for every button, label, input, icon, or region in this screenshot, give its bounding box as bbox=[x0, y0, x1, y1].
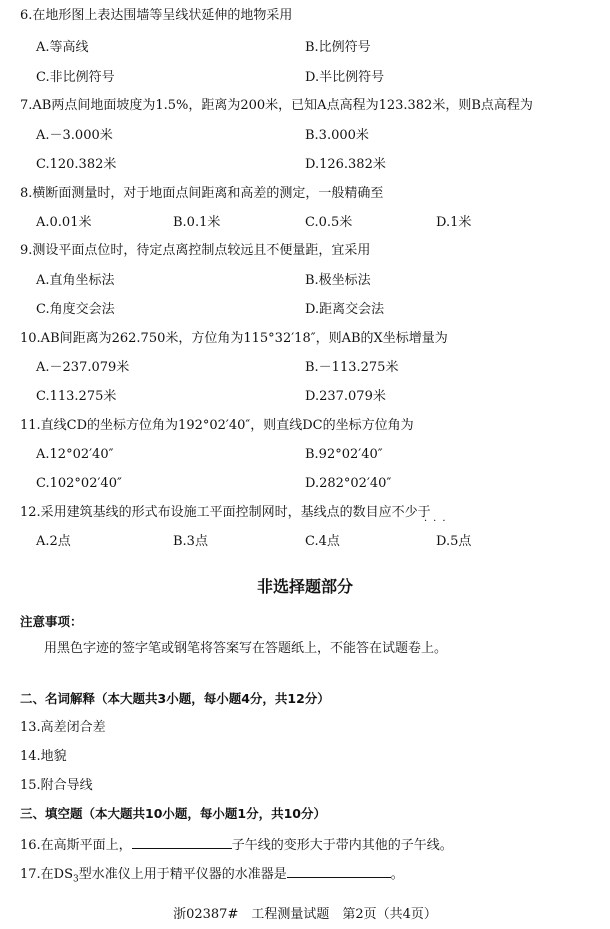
option-c: C.113.275米 bbox=[36, 389, 117, 404]
option-b: B.比例符号 bbox=[305, 40, 371, 55]
option-c: C.0.5米 bbox=[305, 215, 353, 230]
question-17-text-after: 。 bbox=[390, 867, 404, 882]
question-9-options bbox=[0, 273, 610, 289]
option-b: B.3.000米 bbox=[305, 128, 369, 143]
option-c: C.非比例符号 bbox=[36, 70, 115, 85]
question-9-stem: 9.测设平面点位时，待定点离控制点较远且不便量距，宜采用 bbox=[20, 243, 371, 258]
option-d: D.237.079米 bbox=[305, 389, 386, 404]
option-a: A.2点 bbox=[36, 534, 71, 549]
option-d: D.半比例符号 bbox=[305, 70, 385, 85]
answer-blank bbox=[132, 835, 232, 849]
question-10-stem: 10.AB间距离为262.750米，方位角为115°32′18″，则AB的X坐标增量为 bbox=[20, 331, 448, 346]
option-d: D.1米 bbox=[436, 215, 472, 230]
emphasis-dots: ··· bbox=[424, 516, 452, 527]
question-11-options-2 bbox=[0, 476, 610, 492]
question-6-options-2 bbox=[0, 70, 610, 86]
question-8-stem: 8.横断面测量时，对于地面点间距离和高差的测定，一般精确至 bbox=[20, 186, 384, 201]
question-6-options bbox=[0, 40, 610, 56]
option-a: A.－3.000米 bbox=[36, 128, 113, 143]
question-16 bbox=[20, 835, 453, 854]
part3-title: 三、填空题（本大题共10小题，每小题1分，共10分） bbox=[20, 806, 326, 821]
option-a: A.－237.079米 bbox=[36, 360, 130, 375]
question-7-options-2 bbox=[0, 157, 610, 173]
option-b: B.92°02′40″ bbox=[305, 447, 383, 462]
question-16-text-before: 16.在高斯平面上， bbox=[20, 838, 132, 853]
question-17-text-before: 17.在DS bbox=[20, 867, 74, 882]
question-16-text-after: 子午线的变形大于带内其他的子午线。 bbox=[231, 838, 453, 853]
question-12-options bbox=[0, 534, 610, 550]
question-11-stem: 11.直线CD的坐标方位角为192°02′40″，则直线DC的坐标方位角为 bbox=[20, 418, 414, 433]
question-10-options bbox=[0, 360, 610, 376]
part2-title: 二、名词解释（本大题共3小题，每小题4分，共12分） bbox=[20, 691, 330, 706]
section-title: 非选择题部分 bbox=[256, 577, 353, 596]
question-9-options-2 bbox=[0, 302, 610, 318]
option-a: A.12°02′40″ bbox=[36, 447, 114, 462]
option-d: D.距离交会法 bbox=[305, 302, 385, 317]
question-14: 14.地貌 bbox=[20, 749, 67, 764]
option-c: C.角度交会法 bbox=[36, 302, 115, 317]
question-13: 13.高差闭合差 bbox=[20, 720, 106, 735]
question-15: 15.附合导线 bbox=[20, 778, 93, 793]
option-b: B.0.1米 bbox=[173, 215, 221, 230]
question-6-stem: 6.在地形图上表达围墙等呈线状延伸的地物采用 bbox=[20, 8, 293, 23]
question-7-options bbox=[0, 128, 610, 144]
option-b: B.极坐标法 bbox=[305, 273, 371, 288]
subscript: 3 bbox=[73, 874, 79, 885]
question-10-options-2 bbox=[0, 389, 610, 405]
answer-blank bbox=[287, 864, 391, 878]
page-footer: 浙02387# 工程测量试题 第2页（共4页） bbox=[173, 907, 437, 922]
notice-text: 用黑色字迹的签字笔或钢笔将答案写在答题纸上，不能答在试题卷上。 bbox=[44, 641, 448, 656]
option-c: C.120.382米 bbox=[36, 157, 117, 172]
option-d: D.126.382米 bbox=[305, 157, 386, 172]
option-d: D.282°02′40″ bbox=[305, 476, 392, 491]
question-17 bbox=[20, 864, 404, 888]
option-b: B.3点 bbox=[173, 534, 208, 549]
question-7-stem: 7.AB两点间地面坡度为1.5%，距离为200米，已知A点高程为123.382米，则B点高程为 bbox=[20, 98, 533, 113]
option-c: C.102°02′40″ bbox=[36, 476, 122, 491]
notice-title: 注意事项： bbox=[20, 614, 83, 629]
option-a: A.0.01米 bbox=[36, 215, 92, 230]
option-d: D.5点 bbox=[436, 534, 472, 549]
option-a: A.等高线 bbox=[36, 40, 89, 55]
option-b: B.－113.275米 bbox=[305, 360, 399, 375]
question-12-stem: 12.采用建筑基线的形式布设施工平面控制网时，基线点的数目应不少于 bbox=[20, 505, 431, 520]
question-11-options bbox=[0, 447, 610, 463]
option-a: A.直角坐标法 bbox=[36, 273, 115, 288]
question-8-options bbox=[0, 215, 610, 231]
question-17-text-middle: 型水准仪上用于精平仪器的水准器是 bbox=[78, 867, 287, 882]
option-c: C.4点 bbox=[305, 534, 340, 549]
